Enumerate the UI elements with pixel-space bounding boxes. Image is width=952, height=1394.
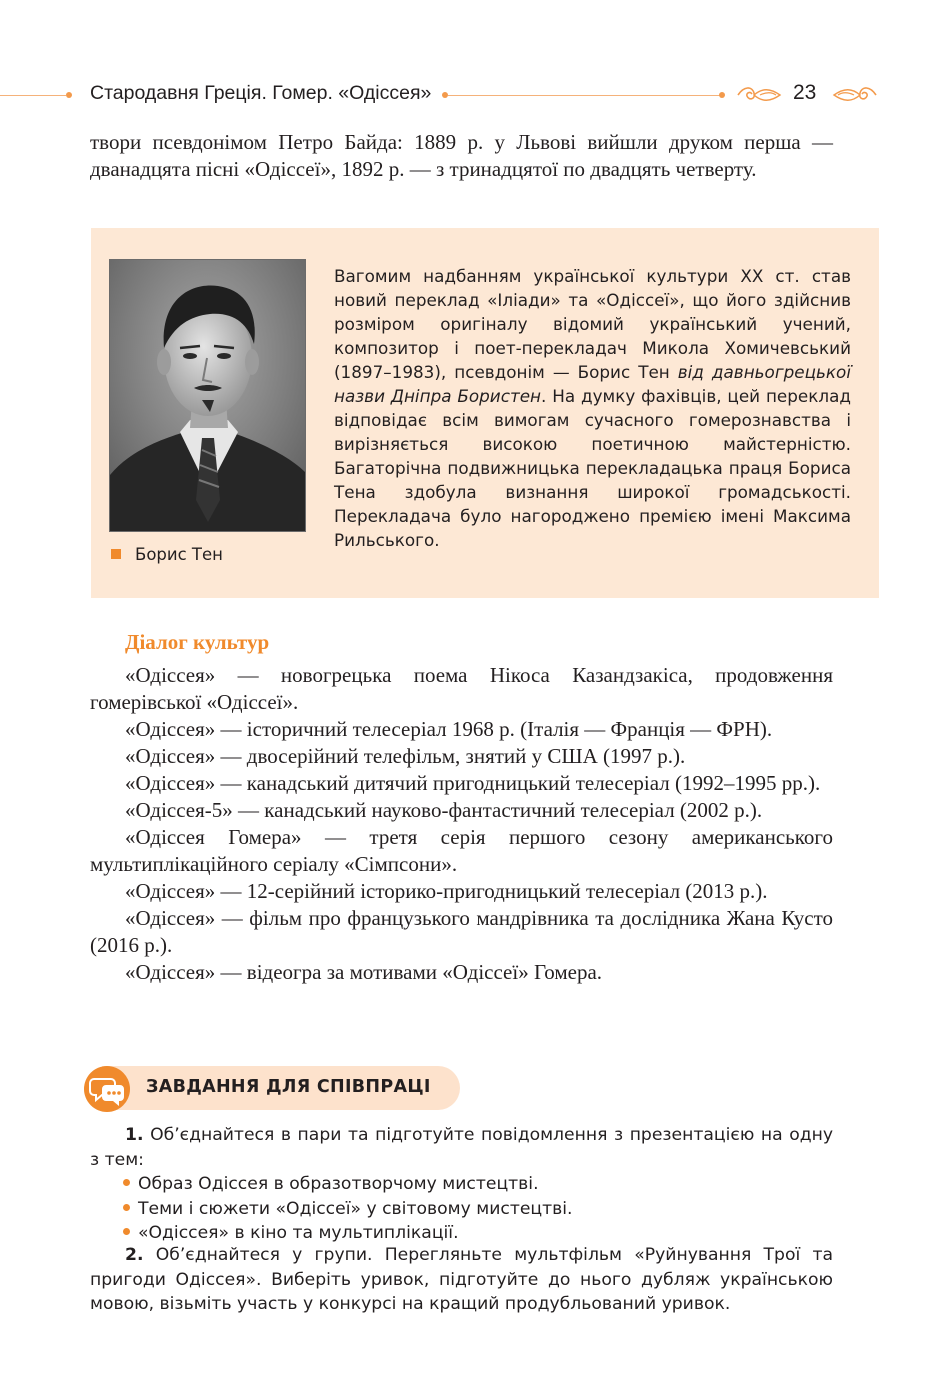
task-topic-item [123,1197,572,1222]
dialog-item: «Одіссея» — історичний телесеріал 1968 р. (Італія — Франція — ФРН). [125,717,773,741]
dialog-item: «Одіссея» — канадський дитячий пригодницький телесеріал (1992–1995 рр.). [125,771,821,795]
page-number: 23 [793,81,817,104]
info-box-text [334,264,851,552]
portrait-photo [109,259,306,532]
dialog-section-title: Діалог культур [125,630,270,654]
task-topic-text: «Одіссея» в кіно та мультиплікації. [138,1223,459,1243]
task-2-number: 2. [125,1245,144,1265]
info-box [91,228,879,598]
intro-paragraph: твори псевдонімом Петро Байда: 1889 р. у Львові вийшли друком перша — дванадцята пісні «Одіссеї», 1892 р. — з тринадцятої по двадцять четверту. [90,130,833,181]
tasks-header [84,1066,464,1112]
task-topic-text: Образ Одіссея в образотворчому мистецтві. [138,1174,539,1194]
task-topic-item [123,1221,572,1246]
header-dot-left [66,92,72,98]
caption-square-icon [111,549,121,559]
header-dot-mid-right [719,92,725,98]
bullet-dot-icon [123,1179,130,1186]
ornament-swirl-left-icon [736,84,782,106]
dialog-item: «Одіссея-5» — канадський науково-фантастичний телесеріал (2002 р.). [125,798,763,822]
task-2-text: Об’єднайтеся у групи. Перегляньте мультфільм «Руйнування Трої та пригоди Одіссея». Виберіть уривок, підготуйте до нього дубляж українською мовою, візьміть участь у конкурсі на кращий продубльований уривок. [90,1245,833,1314]
info-text-italic: від давньогрецької назви Дніпра Бористен [334,362,851,406]
task-topic-item [123,1172,572,1197]
tasks-header-title: ЗАВДАННЯ ДЛЯ СПІВПРАЦІ [146,1077,431,1097]
dialog-item: «Одіссея» — новогрецька поема Нікоса Казандзакіса, продовження гомерівської «Одіссеї». [90,663,833,714]
task-1-text: Об’єднайтеся в пари та підготуйте повідомлення з презентацією на одну з тем: [90,1125,833,1170]
task-1 [90,1123,833,1172]
running-header [0,78,952,114]
bullet-dot-icon [123,1204,130,1211]
dialog-item: «Одіссея» — відеогра за мотивами «Одіссеї» Гомера. [125,960,603,984]
speech-bubbles-icon [84,1066,130,1112]
bullet-dot-icon [123,1228,130,1235]
portrait-caption [111,545,223,564]
dialog-item: «Одіссея» — 12-серійний історико-пригодницький телесеріал (2013 р.). [125,879,768,903]
task-2 [90,1243,833,1317]
dialog-item: «Одіссея» — фільм про французького мандрівника та дослідника Жана Кусто (2016 р.). [90,906,833,957]
header-rule-middle [448,95,720,96]
info-text-part1: Вагомим надбанням української культури ХХ ст. став новий переклад «Іліади» та «Одіссеї», що його здійснив розміром оригіналу відомий український учений, композитор і поет-перекладач Микола Хомичевський (1897–1983), псевдонім — Борис Тен [334,266,851,382]
running-title: Стародавня Греція. Гомер. «Одіссея» [90,82,432,104]
dialog-item: «Одіссея» — двосерійний телефільм, знятий у США (1997 р.). [125,744,686,768]
dialog-item: «Одіссея Гомера» — третя серія першого сезону американського мультиплікаційного серіалу «Сімпсони». [90,825,833,876]
header-rule-left [0,95,66,96]
ornament-swirl-right-icon [832,84,878,106]
portrait-image-icon [110,260,305,531]
dialog-list [90,662,833,986]
info-text-part2: . На думку фахівців, цей переклад відповідає всім вимогам сучасного гомерознавства і вирізняється високою поетичною майстерністю. Багаторічна подвижницька перекладацька праця Бориса Тена здобула визнання широкої громадськості. Перекладача було нагороджено премією імені Максима Рильського. [334,386,851,550]
task-topic-text: Теми і сюжети «Одіссеї» у світовому мистецтві. [138,1198,573,1219]
caption-text: Борис Тен [135,545,223,564]
task-1-topics [123,1172,572,1246]
task-1-number: 1. [125,1125,144,1145]
